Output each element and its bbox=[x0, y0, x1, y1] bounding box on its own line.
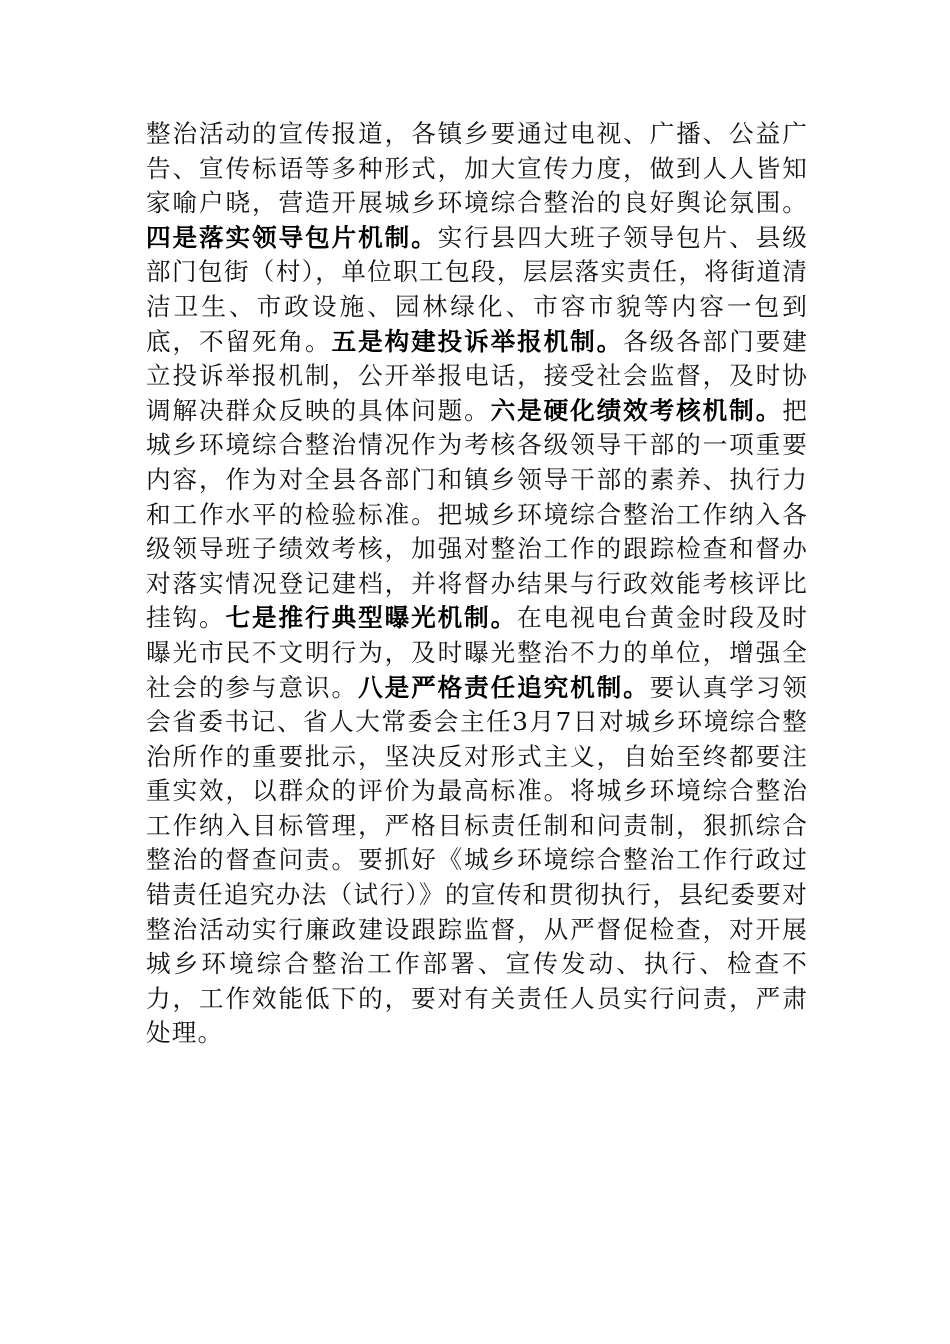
text-run: 各级各部门要建立投诉举报机制，公开举报电话，接受社会监督，及时协调解决群众反映的具体问题。 bbox=[146, 326, 808, 425]
bold-heading-4: 四是落实领导包片机制。 bbox=[146, 222, 438, 252]
bold-heading-5: 五是构建投诉举报机制。 bbox=[331, 326, 624, 356]
text-run: 要认真学习领会省委书记、省人大常委会主任3月7日对城乡环境综合整治所作的重要批示，坚决反对形式主义，自始至终都要注重实效，以群众的评价为最高标准。将城乡环境综合整治工作纳入目标管理，严格目标责任制和问责制，狠抓综合整治的督查问责。要抓好《城乡环境综合整治工作行政过错责任追究办法（试行）》的宣传和贯彻执行，县纪委要对整治活动实行廉政建设跟踪监督，从严督促检查，对开展城乡环境综合整治工作部署、宣传发动、执行、检查不力，工作效能低下的，要对有关责任人员实行问责，严肃处理。 bbox=[146, 672, 809, 1048]
text-run: 在电视电台黄金时段及时曝光市民不文明行为，及时曝光整治不力的单位，增强全社会的参与意识。 bbox=[146, 603, 808, 702]
body-paragraph bbox=[146, 117, 808, 1051]
bold-heading-6: 六是硬化绩效考核机制。 bbox=[490, 395, 783, 425]
text-run: 把城乡环境综合整治情况作为考核各级领导干部的一项重要内容，作为对全县各部门和镇乡领导干部的素养、执行力和工作水平的检验标准。把城乡环境综合整治工作纳入各级领导班子绩效考核，加强对整治工作的跟踪检查和督办对落实情况登记建档，并将督办结果与行政效能考核评比挂钩。 bbox=[146, 395, 808, 633]
text-run: 整治活动的宣传报道，各镇乡要通过电视、广播、公益广告、宣传标语等多种形式，加大宣传力度，做到人人皆知家喻户晓，营造开展城乡环境综合整治的良好舆论氛围。 bbox=[146, 119, 808, 218]
bold-heading-7: 七是推行典型曝光机制。 bbox=[225, 603, 518, 633]
bold-heading-8: 八是严格责任追究机制。 bbox=[358, 672, 650, 702]
text-run: 实行县四大班子领导包片、县级部门包街（村），单位职工包段，层层落实责任，将街道清洁卫生、市政设施、园林绿化、市容市貌等内容一包到底，不留死角。 bbox=[146, 222, 808, 356]
